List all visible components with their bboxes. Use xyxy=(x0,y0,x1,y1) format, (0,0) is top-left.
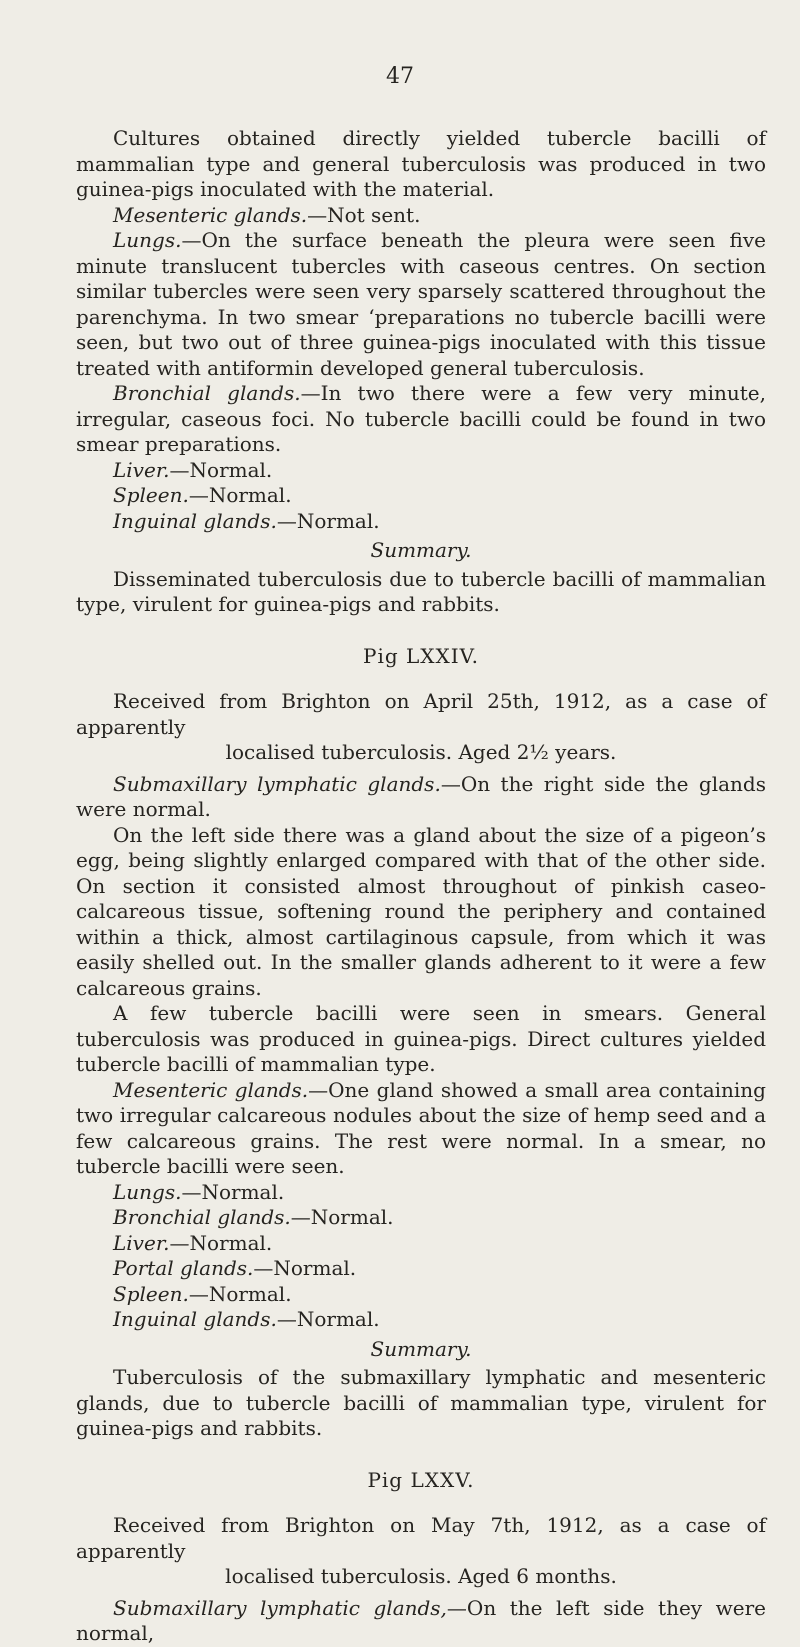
lungs-paragraph xyxy=(76,228,766,381)
pig-75-title: Pig LXXV. xyxy=(367,1467,475,1492)
pig-74-mesenteric-text: —One gland showed a small area containing two irregular calcareous nodules about the size of hemp seed and a few calcareous grains. The rest were normal. In a smear, no tubercle bacilli were seen. xyxy=(76,1077,766,1178)
summary-paragraph: Disseminated tuberculosis due to tubercle bacilli of mammalian type, virulent for guinea-pigs and rabbits. xyxy=(76,566,766,616)
pig-74-title: Pig LXXIV. xyxy=(363,643,479,668)
inguinal-text: —Normal. xyxy=(276,508,380,533)
pig-75-submaxillary-heading: Submaxillary lymphatic glands, xyxy=(113,1595,447,1620)
mesenteric-paragraph xyxy=(76,203,766,229)
bronchial-heading: Bronchial glands. xyxy=(113,381,301,405)
pig-74-bacilli-paragraph: A few tubercle bacilli were seen in smears. General tuberculosis was produced in guinea-pigs. Direct cultures yielded tubercle bacilli of mammalian type. xyxy=(76,1001,766,1076)
pig-74-liver-paragraph xyxy=(76,1231,766,1257)
spleen-text: —Normal. xyxy=(188,483,292,507)
pig-74-bronchial-paragraph xyxy=(76,1205,766,1231)
page-body xyxy=(76,126,766,1647)
pig-74-summary-heading: Summary. xyxy=(370,1336,472,1361)
pig-74-received-line-1: Received from Brighton on April 25th, 1912, as a case of apparently xyxy=(76,689,766,739)
liver-heading: Liver. xyxy=(113,457,170,482)
pig-74-mesenteric-heading: Mesenteric glands. xyxy=(113,1077,309,1102)
pig-74-portal-paragraph xyxy=(76,1256,766,1282)
cultures-paragraph: Cultures obtained directly yielded tubercle bacilli of mammalian type and general tuberculosis was produced in two guinea-pigs inoculated with the material. xyxy=(76,126,766,201)
liver-text: —Normal. xyxy=(169,457,273,482)
bronchial-text: —In two there were a few very minute, irregular, caseous foci. No tubercle bacilli could be found in two smear preparations. xyxy=(76,381,766,456)
pig-74-liver-heading: Liver. xyxy=(113,1230,170,1255)
pig-74-lungs-heading: Lungs. xyxy=(113,1179,182,1204)
summary-heading: Summary. xyxy=(370,538,472,562)
spleen-paragraph xyxy=(76,483,766,509)
pig-74-bronchial-heading: Bronchial glands. xyxy=(113,1205,291,1229)
spleen-heading: Spleen. xyxy=(113,483,189,507)
pig-74-inguinal-paragraph xyxy=(76,1307,766,1333)
pig-74-lungs-text: —Normal. xyxy=(181,1179,285,1204)
inguinal-paragraph xyxy=(76,509,766,535)
liver-paragraph xyxy=(76,458,766,484)
pig-74-left-side-paragraph: On the left side there was a gland about the size of a pigeon’s egg, being slightly enlarged compared with that of the other side. On section it consisted almost throughout of pinkish caseo-calcareous tissue, softening round the periphery and contained within a thick, almost cartilaginous capsule, from which it was easily shelled out. In the smaller glands adherent to it were a few calcareous grains. xyxy=(76,822,766,1000)
page-number: 47 xyxy=(386,64,414,89)
lungs-heading: Lungs. xyxy=(113,228,182,252)
pig-74-lungs-paragraph xyxy=(76,1180,766,1206)
pig-75-received-line-1: Received from Brighton on May 7th, 1912, as a case of apparently xyxy=(76,1513,766,1563)
pig-74-submaxillary-paragraph xyxy=(76,772,766,823)
pig-74-inguinal-text: —Normal. xyxy=(276,1307,380,1331)
pig-74-spleen-heading: Spleen. xyxy=(113,1281,189,1306)
pig-74-portal-text: —Normal. xyxy=(253,1256,357,1280)
pig-74-liver-text: —Normal. xyxy=(169,1230,273,1255)
pig-74-inguinal-heading: Inguinal glands. xyxy=(113,1307,277,1331)
pig-75-submaxillary-text: —On the left side they were normal, xyxy=(76,1595,766,1645)
inguinal-heading: Inguinal glands. xyxy=(113,508,277,533)
pig-75-submaxillary-paragraph xyxy=(76,1596,766,1647)
mesenteric-text: —Not sent. xyxy=(307,202,421,227)
pig-74-submaxillary-text: —On the right side the glands were normal. xyxy=(76,771,767,821)
pig-74-received-line-2: localised tuberculosis. Aged 2½ years. xyxy=(225,740,617,764)
pig-74-summary-paragraph: Tuberculosis of the submaxillary lymphatic and mesenteric glands, due to tubercle bacilli of mammalian type, virulent for guinea-pigs and rabbits. xyxy=(76,1365,766,1440)
mesenteric-heading: Mesenteric glands. xyxy=(113,202,308,227)
pig-75-received-line-2: localised tuberculosis. Aged 6 months. xyxy=(225,1564,617,1588)
bronchial-paragraph xyxy=(76,381,766,458)
pig-74-bronchial-text: —Normal. xyxy=(290,1205,394,1229)
pig-74-spleen-paragraph xyxy=(76,1282,766,1308)
pig-74-submaxillary-heading: Submaxillary lymphatic glands. xyxy=(113,771,441,796)
pig-74-mesenteric-paragraph xyxy=(76,1078,766,1180)
pig-74-portal-heading: Portal glands. xyxy=(113,1256,254,1280)
lungs-text: —On the surface beneath the pleura were seen five minute translucent tubercles with caseous centres. On section similar tubercles were seen very sparsely scattered throughout the parenchyma. In two smear ‘preparations no tubercle bacilli were seen, but two out of three guinea-pigs inoculated with this tissue treated with antiformin developed general tuberculosis. xyxy=(76,228,766,380)
pig-74-spleen-text: —Normal. xyxy=(188,1281,292,1306)
